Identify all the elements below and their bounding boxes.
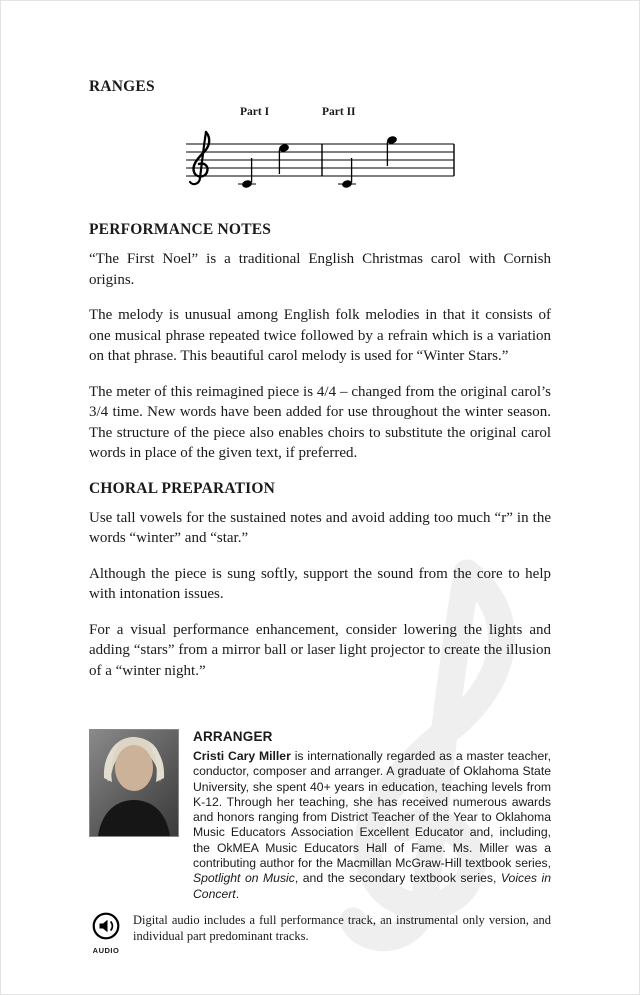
arranger-bio: Cristi Cary Miller is internationally regarded as a master teacher, conductor, composer and arranger. A graduate of Oklahoma State University, she spent 40+ years in education, teaching levels from K-12. Through her teaching, she has received numerous awards and honors ranging from District Teacher of the Year to Oklahoma Music Educators Association Excellent Educator and, including, the OkMEA Music Educators Hall of Fame. Ms. Miller was a contributing author for the Macmillan McGraw-Hill textbook series, Spotlight on Music, and the secondary textbook series, Voices in Concert. (193, 749, 551, 901)
performance-notes-paragraph: The meter of this reimagined piece is 4/4 – changed from the original carol’s 3/4 time. New words have been added for use throughout the winter season. The structure of the piece also enables choirs to substitute the original carol words in place of the given text, if preferred. (89, 383, 551, 461)
choral-preparation-paragraph: Although the piece is sung softly, support the sound from the core to help with intonation issues. (89, 565, 551, 602)
choral-preparation-paragraph: Use tall vowels for the sustained notes and avoid adding too much “r” in the words “winter” and “star.” (89, 509, 551, 546)
audio-note: Digital audio includes a full performance track, an instrumental only version, and individual part predominant tracks. (133, 912, 551, 943)
arranger-text-column (193, 729, 551, 902)
performance-notes-paragraph: The melody is unusual among English folk melodies in that it consists of one musical phrase repeated twice followed by a refrain which is a variation on that phrase. This beautiful carol melody is used for “Winter Stars.” (89, 307, 551, 364)
staff-icon (180, 120, 460, 202)
arranger-photo (89, 729, 179, 837)
book-title: Voices in Concert (193, 871, 551, 901)
performance-notes-heading: PERFORMANCE NOTES (89, 221, 272, 238)
part2-label: Part II (322, 106, 356, 118)
audio-section (89, 912, 551, 955)
performance-notes-paragraph: “The First Noel” is a traditional English Christmas carol with Cornish origins. (89, 251, 551, 288)
page-content (1, 1, 639, 955)
arranger-heading: ARRANGER (193, 729, 273, 744)
choral-preparation-paragraph: For a visual performance enhancement, consider lowering the lights and adding “stars” from a mirror ball or laser light projector to create the illusion of a “winter night.” (89, 621, 551, 679)
part1-low-note-icon (238, 158, 256, 189)
arranger-portrait-icon (90, 730, 178, 836)
book-title: Spotlight on Music (193, 871, 295, 886)
audio-label: AUDIO (92, 945, 120, 955)
arranger-name: Cristi Cary Miller (193, 749, 291, 763)
part1-high-note-icon (278, 143, 290, 174)
arranger-section (89, 729, 551, 902)
audio-icon (92, 912, 120, 940)
choral-preparation-heading: CHORAL PREPARATION (89, 479, 276, 497)
part1-label: Part I (240, 106, 270, 118)
part2-low-note-icon (338, 158, 356, 189)
audio-icon-column (89, 912, 123, 955)
ranges-heading: RANGES (89, 78, 155, 95)
staff-figure (180, 106, 460, 202)
part2-high-note-icon (386, 135, 398, 166)
